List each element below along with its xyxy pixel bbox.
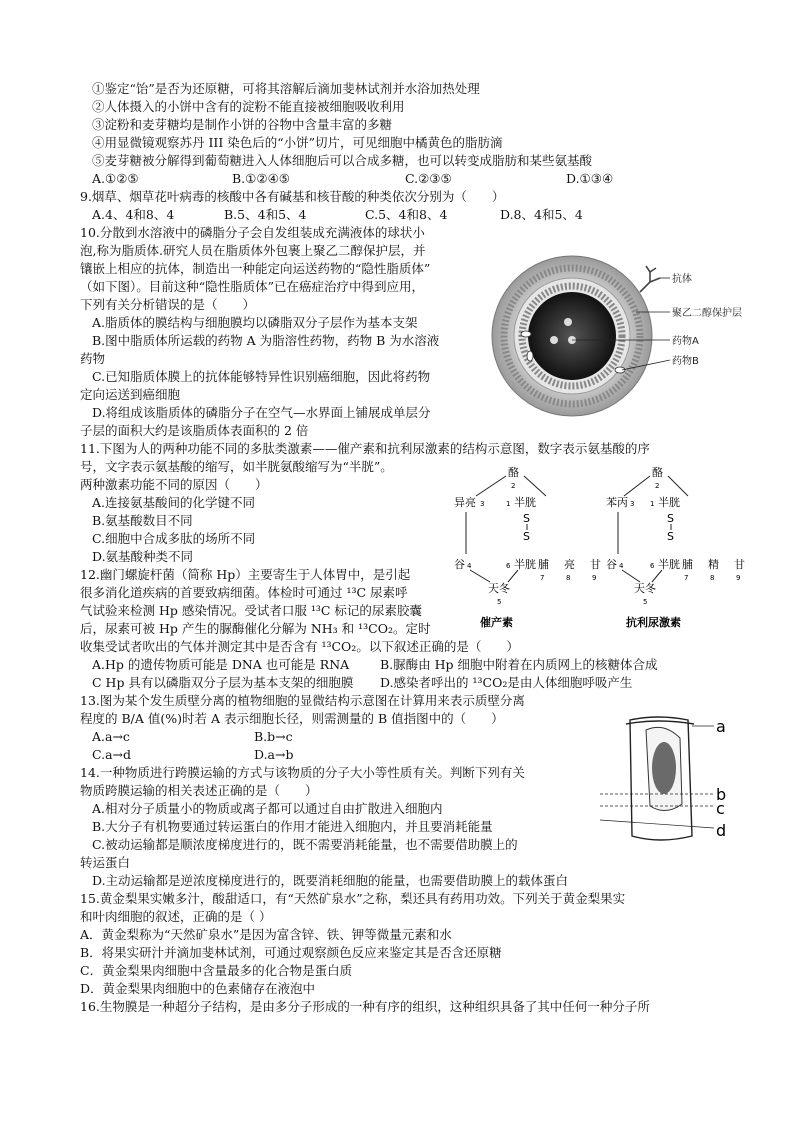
oxy-tail-2: 亮 xyxy=(564,558,575,571)
hormone-structure-figure xyxy=(440,462,780,632)
q11-option-c: C.细胞中合成多肽的场所不同 xyxy=(92,531,256,546)
q9-option-b: B.5、4和5、4 xyxy=(224,207,307,222)
q15-option-c: C．黄金梨果肉细胞中含量最多的化合物是蛋白质 xyxy=(80,963,353,978)
q10-option-a: A.脂质体的膜结构与细胞膜均以磷脂双分子层作为基本支架 xyxy=(92,315,418,330)
q8-statement-5: ⑤麦芽糖被分解得到葡萄糖进入人体细胞后可以合成多糖，也可以转变成脂肪和某些氨基酸 xyxy=(92,153,593,168)
q12-option-c: C Hp 具有以磷脂双分子层为基本支架的细胞膜 xyxy=(92,675,354,690)
q11-stem-2: 号，文字表示氨基酸的缩写，如半胱氨酸缩写为“半胱”。 xyxy=(80,459,393,474)
vas-tail-2: 精 xyxy=(708,558,719,571)
oxy-left-top: 异亮 xyxy=(454,496,476,509)
plant-cell-figure xyxy=(596,712,746,852)
oxy-tail-n-3: 9 xyxy=(592,574,597,582)
oxy-bottom: 天冬 xyxy=(488,582,510,595)
vas-name: 抗利尿激素 xyxy=(626,616,681,629)
q11-stem-3: 两种激素功能不同的原因（ ） xyxy=(80,477,268,492)
q10-stem-1: 10.分散到水溶液中的磷脂分子会自发组装成充满液体的球状小 xyxy=(80,225,425,240)
vas-left-bottom: 谷 xyxy=(606,558,617,571)
q8-statement-1: ①鉴定“饴”是否为还原糖，可将其溶解后滴加斐林试剂并水浴加热处理 xyxy=(92,81,480,96)
vas-bottom: 天冬 xyxy=(634,582,656,595)
q8-option-c: C.②③⑤ xyxy=(405,171,452,186)
vas-right-bottom: 半胱 xyxy=(658,558,680,571)
liposome-sphere xyxy=(492,256,652,416)
q13-option-d: D.a→b xyxy=(254,747,294,762)
vas-s1: S xyxy=(667,512,674,525)
vas-s2: S xyxy=(667,530,674,543)
vas-n-left-bottom: 4 xyxy=(619,562,624,570)
cell-label-c: c xyxy=(716,799,725,818)
label-drug-b: 药物B xyxy=(672,356,699,367)
cell-label-a: a xyxy=(716,717,726,736)
q15-option-a: A．黄金梨称为“天然矿泉水”是因为富含锌、铁、钾等微量元素和水 xyxy=(80,927,452,942)
q8-option-b: B.①②④⑤ xyxy=(232,171,290,186)
q15-stem-1: 15.黄金梨果实嫩多汁，酸甜适口，有“天然矿泉水”之称，梨还具有药用功效。下列关于黄金梨果实 xyxy=(80,891,626,906)
antibody-icon xyxy=(640,266,660,292)
vas-tail-n-1: 7 xyxy=(684,574,689,582)
q10-option-d: D.将组成该脂质体的磷脂分子在空气—水界面上铺展成单层分 xyxy=(92,405,431,420)
oxy-n-left-bottom: 4 xyxy=(467,562,472,570)
q13-option-b: B.b→c xyxy=(254,729,293,744)
q11-option-a: A.连接氨基酸间的化学键不同 xyxy=(92,495,256,510)
vas-left-top: 苯丙 xyxy=(606,496,628,509)
vas-n-bottom: 5 xyxy=(643,598,648,606)
q14-stem-2: 物质跨膜运输的相关表述正确的是（ ） xyxy=(80,783,318,798)
q8-statement-4: ④用显微镜观察苏丹 III 染色后的“小饼”切片，可见细胞中橘黄色的脂肪滴 xyxy=(92,135,503,150)
q14-option-b: B.大分子有机物要通过转运蛋白的作用才能进入细胞内，并且要消耗能量 xyxy=(92,819,493,834)
q10-stem-4: （如下图）。目前这种“隐性脂质体”已在癌症治疗中得到应用， xyxy=(80,279,425,294)
label-peg-layer: 聚乙二醇保护层 xyxy=(672,308,742,319)
cell-label-d: d xyxy=(716,821,727,840)
protoplast xyxy=(646,727,682,810)
q8-statement-2: ②人体摄入的小饼中含有的淀粉不能直接被细胞吸收利用 xyxy=(92,99,405,114)
oxy-s2: S xyxy=(523,530,530,543)
q12-stem-4: 后，尿素可被 Hp 产生的脲酶催化分解为 NH₃ 和 ¹³CO₂。定时 xyxy=(80,621,431,636)
q13-option-a: A.a→c xyxy=(92,729,130,744)
q10-stem-5: 下列有关分析错误的是（ ） xyxy=(80,297,256,312)
vasopressin-structure xyxy=(606,466,745,629)
q9-stem: 9.烟草、烟草花叶病毒的核酸中各有碱基和核苷酸的种类依次分别为（ ） xyxy=(80,189,505,204)
q8-option-a: A.①②⑤ xyxy=(92,171,139,186)
q8-option-d: D.①③④ xyxy=(566,171,614,186)
liposome-figure xyxy=(490,252,790,420)
q10-option-d-cont: 子层的面积大约是该脂质体表面积的 2 倍 xyxy=(80,423,309,438)
vas-n-right-top: 1 xyxy=(650,500,655,508)
q10-option-c-cont: 定向运送到癌细胞 xyxy=(80,387,181,402)
oxy-n-bottom: 5 xyxy=(497,598,502,606)
q9-option-d: D.8、4和5、4 xyxy=(500,207,583,222)
q12-stem-3: 气试验来检测 Hp 感染情况。受试者口服 ¹³C 标记的尿素胶囊 xyxy=(80,603,422,618)
q12-stem-1: 12.幽门螺旋杆菌（简称 Hp）主要寄生于人体胃中，是引起 xyxy=(80,567,411,582)
q10-option-c: C.已知脂质体膜上的抗体能够特异性识别癌细胞，因此将药物 xyxy=(92,369,431,384)
vas-right-top: 半胱 xyxy=(658,496,680,509)
oxy-top: 酪 xyxy=(508,466,519,479)
q14-option-c: C.被动运输都是顺浓度梯度进行的，既不需要消耗能量，也不需要借助膜上的 xyxy=(92,837,518,852)
oxy-name: 催产素 xyxy=(480,616,513,629)
label-antibody: 抗体 xyxy=(672,274,692,285)
oxy-right-top: 半胱 xyxy=(514,496,536,509)
vas-tail-n-3: 9 xyxy=(736,574,741,582)
q14-option-a: A.相对分子质量小的物质或离子都可以通过自由扩散进入细胞内 xyxy=(92,801,443,816)
oxy-s1: S xyxy=(523,512,530,525)
oxy-tail-3: 甘 xyxy=(590,558,601,571)
vas-top: 酪 xyxy=(652,466,663,479)
q10-option-b-cont: 药物 xyxy=(80,351,106,366)
vas-tail-1: 脯 xyxy=(682,558,693,571)
q14-option-c-cont: 转运蛋白 xyxy=(80,855,131,870)
oxy-tail-1: 脯 xyxy=(538,558,549,571)
q13-option-c: C.a→d xyxy=(92,747,132,762)
q11-stem-1: 11.下图为人的两种功能不同的多肽类激素——催产素和抗利尿激素的结构示意图，数字表示氨基酸的序 xyxy=(80,441,650,456)
q12-option-d: D.感染者呼出的 ¹³CO₂是由人体细胞呼吸产生 xyxy=(380,675,633,690)
q13-stem-1: 13.图为某个发生质壁分离的植物细胞的显微结构示意图在计算用来表示质壁分离 xyxy=(80,693,525,708)
oxy-right-bottom: 半胱 xyxy=(514,558,536,571)
q10-stem-3: 镶嵌上相应的抗体，制造出一种能定向运送药物的“隐性脂质体” xyxy=(80,261,431,276)
q11-option-b: B.氨基酸数目不同 xyxy=(92,513,193,528)
oxy-n-left-top: 3 xyxy=(480,500,485,508)
q16-stem: 16.生物膜是一种超分子结构，是由多分子形成的一种有序的组织，这种组织具备了其中任何一种分子所 xyxy=(80,999,650,1014)
q14-stem-1: 14.一种物质进行跨膜运输的方式与该物质的分子大小等性质有关。判断下列有关 xyxy=(80,765,525,780)
q12-stem-2: 很多消化道疾病的首要致病细菌。体检时可通过 ¹³C 尿素呼 xyxy=(80,585,408,600)
q10-option-b: B.图中脂质体所运载的药物 A 为脂溶性药物，药物 B 为水溶液 xyxy=(92,333,440,348)
q15-option-b: B．将果实研汁并滴加斐林试剂，可通过观察颜色反应来鉴定其是否含还原糖 xyxy=(80,945,502,960)
q15-option-d: D．黄金梨果肉细胞中的色素储存在液泡中 xyxy=(80,981,316,996)
q12-option-a: A.Hp 的遗传物质可能是 DNA 也可能是 RNA xyxy=(92,657,350,672)
q12-option-b: B.脲酶由 Hp 细胞中附着在内质网上的核糖体合成 xyxy=(380,657,658,672)
q15-stem-2: 和叶肉细胞的叙述，正确的是（ ） xyxy=(80,909,272,924)
vas-n-top: 2 xyxy=(655,482,660,490)
oxy-n-top: 2 xyxy=(511,482,516,490)
q8-statement-3: ③淀粉和麦芽糖均是制作小饼的谷物中含量丰富的多糖 xyxy=(92,117,393,132)
oxy-tail-n-1: 7 xyxy=(540,574,545,582)
label-drug-a: 药物A xyxy=(672,336,699,347)
q13-stem-2: 程度的 B/A 值(%)时若 A 表示细胞长径，则需测量的 B 值指图中的（ ） xyxy=(80,711,504,726)
oxy-left-bottom: 谷 xyxy=(454,558,465,571)
oxy-n-right-top: 1 xyxy=(506,500,511,508)
cell-label-b: b xyxy=(716,785,727,804)
vas-tail-3: 甘 xyxy=(734,558,745,571)
vas-n-right-bottom: 6 xyxy=(650,562,655,570)
oxy-n-right-bottom: 6 xyxy=(506,562,511,570)
vas-n-left-top: 3 xyxy=(630,500,635,508)
vas-tail-n-2: 8 xyxy=(710,574,715,582)
q9-option-c: C.5、4和8、4 xyxy=(365,207,448,222)
q10-stem-2: 泡,称为脂质体.研究人员在脂质体外包裹上聚乙二醇保护层，并 xyxy=(80,243,426,258)
q12-stem-5: 收集受试者吹出的气体并测定其中是否含有 ¹³CO₂。以下叙述正确的是（ ） xyxy=(80,639,519,654)
q11-option-d: D.氨基酸种类不同 xyxy=(92,549,194,564)
oxytocin-structure xyxy=(454,466,601,629)
q14-option-d: D.主动运输都是逆浓度梯度进行的，既要消耗细胞的能量，也需要借助膜上的载体蛋白 xyxy=(92,873,569,888)
q9-option-a: A.4、4和8、4 xyxy=(92,207,175,222)
oxy-tail-n-2: 8 xyxy=(566,574,571,582)
